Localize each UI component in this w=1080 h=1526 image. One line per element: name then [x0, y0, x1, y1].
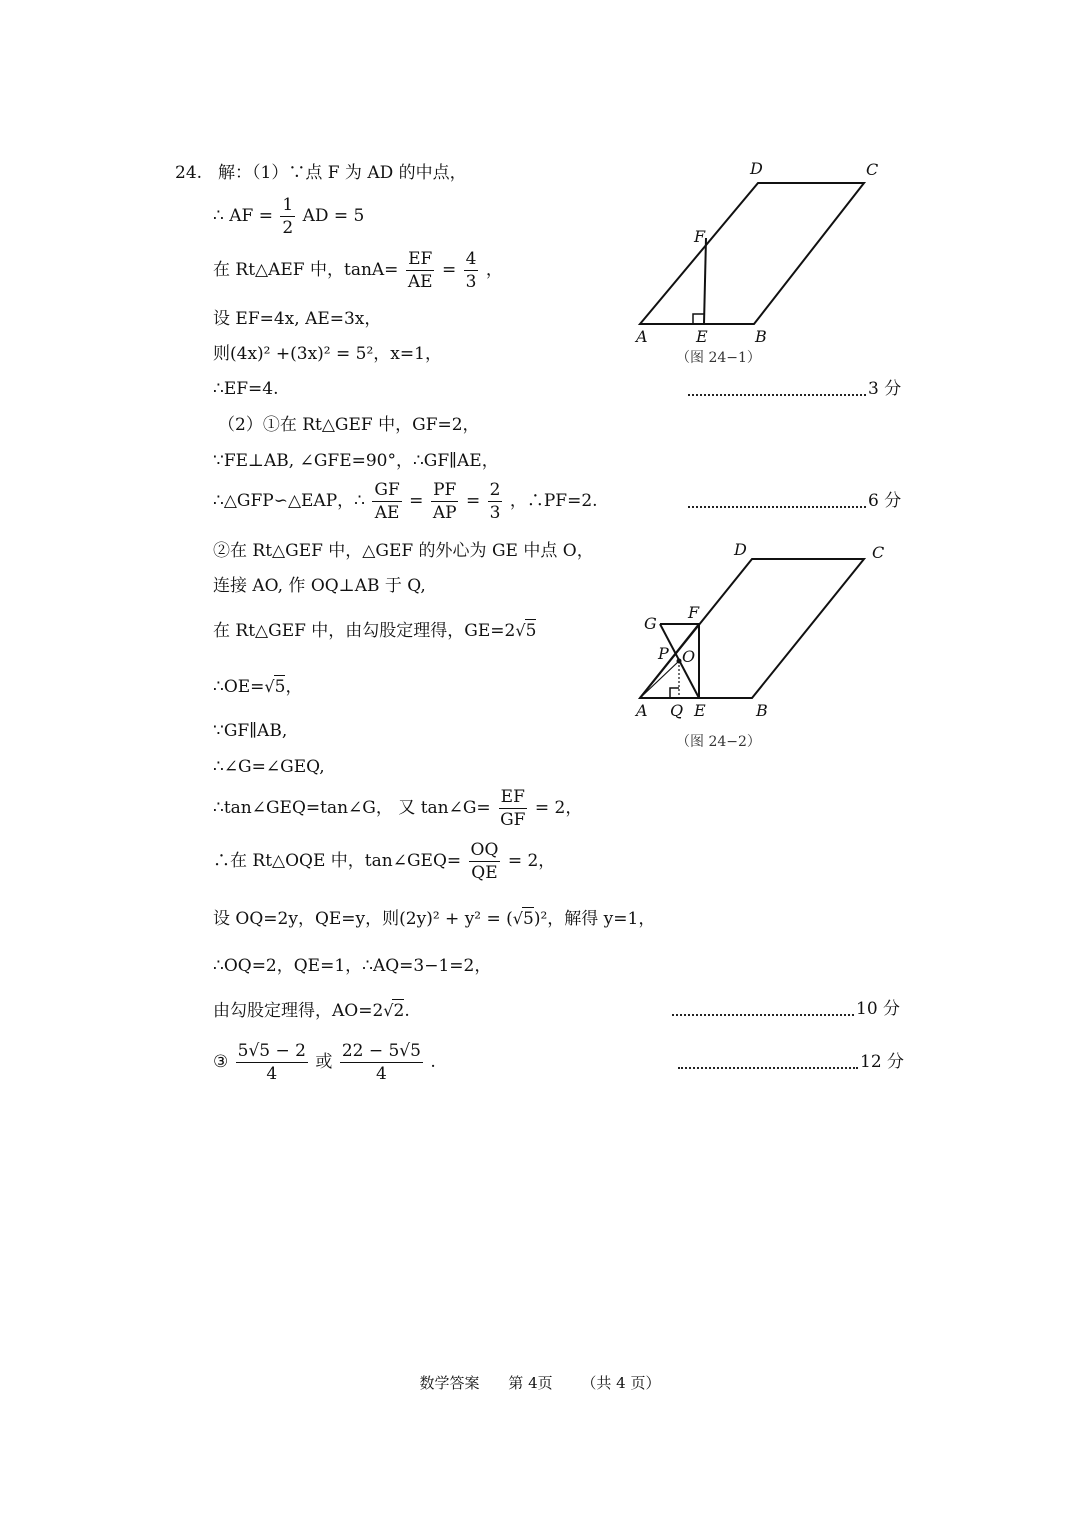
sqrt [513, 907, 534, 930]
comma: ， [285, 677, 303, 697]
part2-line15 [213, 1040, 436, 1085]
parallelogram-abcd [640, 183, 864, 324]
part2-line5: 连接 AO, 作 OQ⊥AB 于 Q, [213, 576, 426, 596]
part2-line10-end: = 2， [534, 798, 583, 818]
equals-sign: = [441, 260, 457, 280]
part2-line4: ②在 Rt△GEF 中，△GEF 的外心为 GE 中点 O， [213, 541, 594, 561]
label-Q: Q [670, 701, 684, 720]
label-F: F [688, 603, 700, 622]
part2-line3 [213, 479, 598, 524]
fraction-numerator: OQ [470, 840, 499, 860]
segment-ao [640, 661, 679, 698]
fraction-gf-ae [372, 479, 401, 524]
score-10 [672, 998, 900, 1020]
fraction-numerator: 1 [282, 195, 294, 215]
score-text: 6 分 [868, 491, 902, 511]
right-angle-mark [693, 314, 704, 324]
part2-line11-end: = 2， [507, 851, 556, 871]
label-E: E [696, 327, 708, 346]
problem-number: 24. [175, 163, 203, 183]
footer-subject: 数学答案 [419, 1374, 480, 1392]
fraction-denominator: AE [407, 272, 433, 292]
parallelogram-abcd [640, 559, 864, 698]
fraction-numerator: 2 [489, 480, 501, 500]
fraction-numerator: EF [500, 787, 525, 807]
figure-24-2 [620, 535, 900, 735]
part2-line12 [213, 907, 655, 930]
fraction-denominator: 4 [375, 1064, 387, 1084]
fraction-pf-ap [431, 479, 459, 524]
fraction-numerator: 4 [465, 249, 477, 269]
label-G: G [644, 614, 657, 633]
sqrt-symbol: √ [264, 677, 275, 696]
part2-line7-pre: ∴OE= [213, 677, 265, 697]
fraction-numerator: PF [433, 480, 457, 500]
part1-line2-rhs: AD = 5 [302, 206, 365, 226]
part2-line12-pre: 设 OQ=2y，QE=y，则(2y)² + y² = ( [213, 909, 513, 929]
fraction-denominator: 2 [282, 218, 294, 238]
radicand: 5 [525, 621, 537, 641]
label-D: D [734, 540, 747, 559]
footer-page: 第 4页 [508, 1374, 553, 1392]
sqrt [515, 619, 536, 642]
radicand: 5 [523, 909, 534, 929]
period: . [430, 1052, 436, 1072]
figure-24-1 [620, 150, 900, 350]
period: . [404, 1001, 410, 1021]
fraction-denominator: 4 [266, 1064, 278, 1084]
equals-sign: = [465, 491, 481, 511]
label-C: C [866, 160, 879, 179]
part2-line13: ∴OQ=2，QE=1，∴AQ=3−1=2， [213, 956, 492, 976]
fraction-ef-ae [406, 248, 435, 293]
label-A: A [636, 701, 648, 720]
radicand: 5 [274, 677, 286, 697]
fraction-denominator: 3 [465, 272, 477, 292]
fraction-four-thirds [464, 248, 479, 293]
segment-fe [704, 238, 706, 324]
page-footer [0, 1372, 1080, 1393]
part2-line9: ∴∠G=∠GEQ, [213, 757, 325, 777]
part2-line2: ∵FE⊥AB, ∠GFE=90°，∴GF∥AE， [213, 451, 499, 471]
sqrt [264, 675, 285, 698]
equals-sign: = [409, 491, 424, 511]
leader-dots [672, 1004, 854, 1016]
fraction-denominator: AP [432, 503, 457, 523]
radicand: 2 [393, 1001, 405, 1021]
label-C: C [872, 543, 885, 562]
fraction-oq-qe [469, 839, 501, 884]
sqrt-symbol: √ [512, 909, 523, 928]
part1-line4: 设 EF=4x, AE=3x， [213, 309, 382, 329]
leader-dots [688, 496, 866, 508]
part1-line3 [213, 248, 503, 293]
score-3 [688, 378, 901, 400]
leader-dots [678, 1057, 858, 1069]
score-text: 3 分 [868, 379, 902, 399]
part2-line14-pre: 由勾股定理得，AO=2 [213, 1001, 384, 1021]
fraction-ef-gf [498, 786, 527, 831]
sqrt-symbol: √ [383, 1001, 394, 1020]
label-P: P [658, 644, 669, 663]
part2-line11 [213, 839, 555, 884]
part2-line15-pre: ③ [213, 1052, 229, 1072]
fraction-numerator: GF [374, 480, 400, 500]
label-D: D [750, 159, 763, 178]
fraction-half [280, 194, 295, 239]
part2-line1: （2）①在 Rt△GEF 中，GF=2， [218, 415, 480, 435]
part2-line14 [213, 999, 410, 1022]
comma: ， [485, 260, 503, 280]
score-6 [688, 490, 901, 512]
answer-fraction-2 [340, 1040, 423, 1085]
right-angle-mark [670, 688, 679, 698]
sqrt [383, 999, 404, 1022]
fraction-numerator: 22 − 5√5 [341, 1041, 421, 1061]
part2-line8: ∵GF∥AB, [213, 721, 288, 741]
label-F: F [694, 227, 706, 246]
part1-line5: 则(4x)² +(3x)² = 5²，x=1， [213, 344, 442, 364]
part2-line6-pre: 在 Rt△GEF 中，由勾股定理得，GE=2 [213, 621, 516, 641]
answer-fraction-1 [236, 1040, 308, 1085]
label-O: O [682, 647, 696, 666]
fraction-numerator: 5√5 − 2 [237, 1041, 306, 1061]
part2-line6 [213, 619, 536, 642]
fraction-denominator: GF [500, 810, 526, 830]
sqrt-symbol: √ [515, 621, 526, 640]
fraction-two-thirds [488, 479, 503, 524]
fraction-denominator: AE [374, 503, 400, 523]
part2-line3-end: ，∴PF=2. [509, 491, 598, 511]
fraction-numerator: EF [408, 249, 433, 269]
part2-line10 [213, 786, 582, 831]
score-12 [678, 1051, 904, 1073]
part1-line1: 解：（1）∵点 F 为 AD 的中点， [218, 163, 467, 183]
fraction-denominator: 3 [489, 503, 501, 523]
leader-dots [688, 384, 866, 396]
part1-line6: ∴EF=4. [213, 379, 279, 399]
score-text: 10 分 [856, 999, 901, 1019]
score-text: 12 分 [860, 1052, 905, 1072]
footer-total: （共 4 页） [581, 1374, 661, 1392]
part2-line10-pre: ∴tan∠GEQ=tan∠G， 又 tan∠G= [213, 798, 491, 818]
point-o [677, 659, 682, 664]
part1-line3-pre: 在 Rt△AEF 中，tanA= [213, 260, 399, 280]
label-B: B [756, 701, 768, 720]
part2-line11-pre: ∴在 Rt△OQE 中，tan∠GEQ= [213, 851, 462, 871]
label-E: E [694, 701, 706, 720]
label-A: A [636, 327, 648, 346]
part2-line12-end: )²，解得 y=1， [533, 909, 656, 929]
label-B: B [755, 327, 767, 346]
part1-line2-lhs: ∴ AF = [213, 206, 273, 226]
fraction-denominator: QE [471, 863, 498, 883]
or-word: 或 [315, 1052, 333, 1072]
part2-line7 [213, 675, 302, 698]
figure-24-1-caption: （图 24−1） [676, 350, 761, 366]
figure-24-2-caption: （图 24−2） [676, 734, 761, 750]
part2-line3-pre: ∴△GFP∽△EAP，∴ [213, 491, 365, 511]
part1-line2 [213, 194, 364, 239]
